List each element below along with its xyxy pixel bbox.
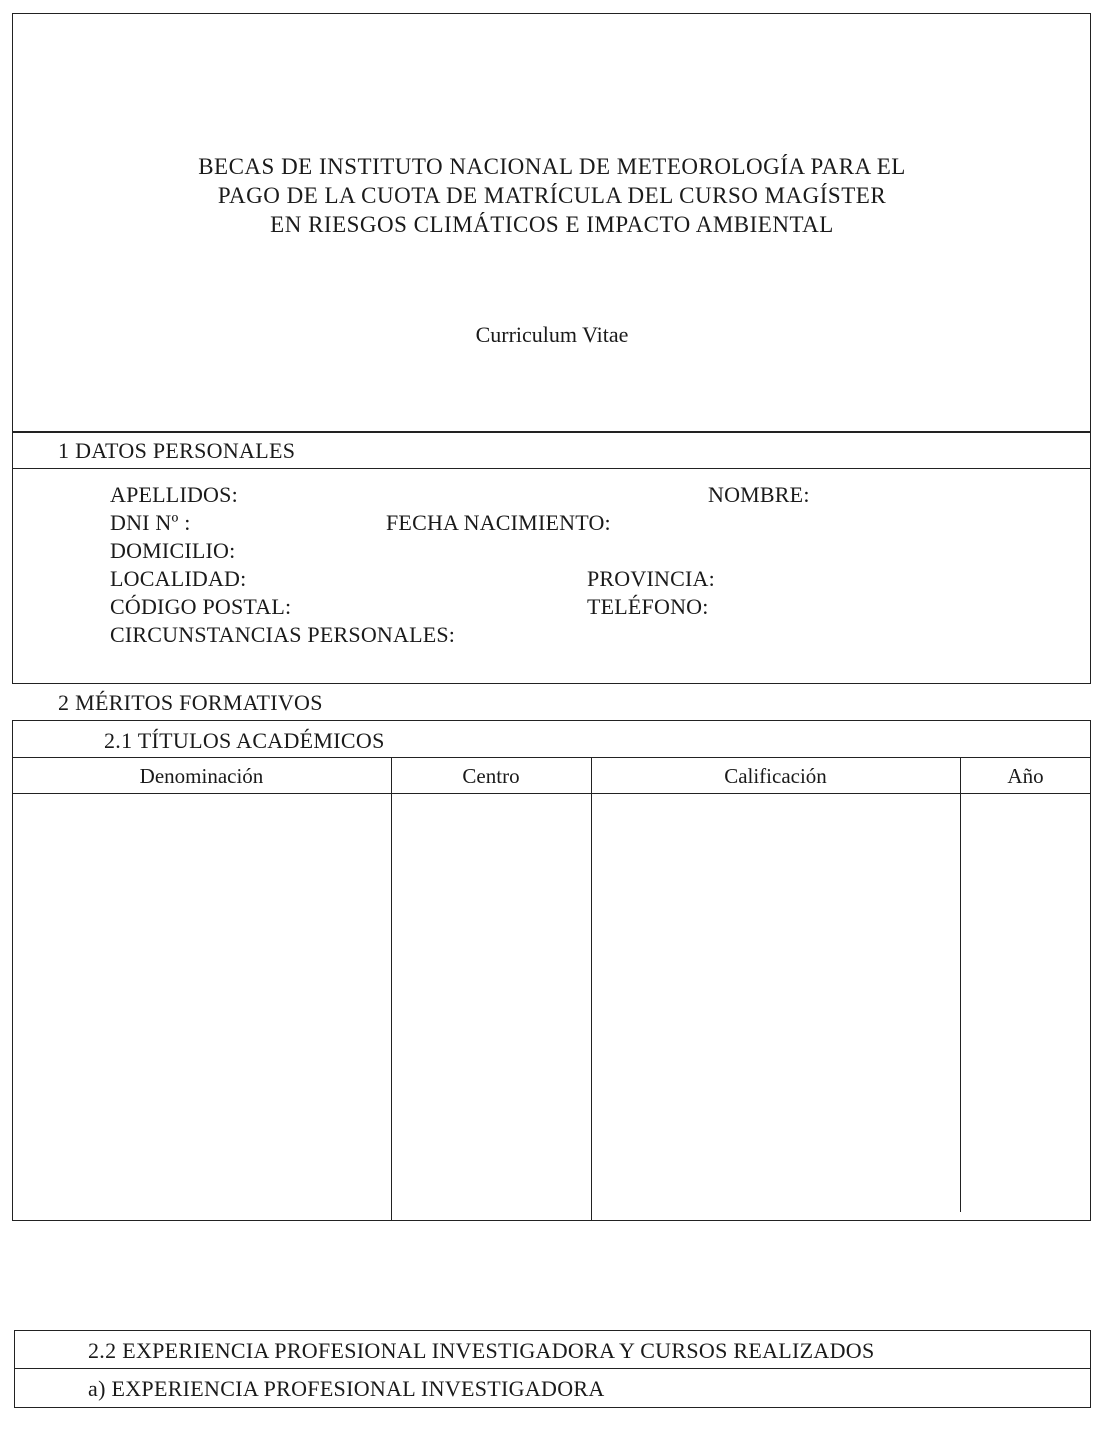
column-divider-3: [960, 757, 961, 1212]
table-subheader-divider: [12, 757, 1091, 758]
apellidos-label: APELLIDOS:: [110, 482, 238, 507]
section1-heading: 1 DATOS PERSONALES: [58, 438, 296, 463]
nombre-label: NOMBRE:: [708, 482, 810, 507]
circunstancias-label: CIRCUNSTANCIAS PERSONALES:: [110, 622, 456, 647]
section21-heading: 2.1 TÍTULOS ACADÉMICOS: [104, 728, 385, 753]
title-line-2: PAGO DE LA CUOTA DE MATRÍCULA DEL CURSO MAGÍSTER: [217, 183, 887, 208]
telefono-label: TELÉFONO:: [587, 594, 709, 619]
academic-titles-table: [12, 720, 1091, 1221]
domicilio-label: DOMICILIO:: [110, 538, 236, 563]
provincia-label: PROVINCIA:: [587, 566, 715, 591]
title-line-1: BECAS DE INSTITUTO NACIONAL DE METEOROLOGÍA PARA EL: [198, 154, 906, 179]
column-header-ano: Año: [1007, 764, 1044, 788]
table-header-divider: [12, 793, 1091, 794]
dni-label: DNI Nº :: [110, 510, 191, 535]
section22-heading: 2.2 EXPERIENCIA PROFESIONAL INVESTIGADORA Y CURSOS REALIZADOS: [88, 1338, 875, 1363]
form-title: [12, 152, 1092, 239]
column-header-denominacion: Denominación: [139, 764, 264, 788]
localidad-label: LOCALIDAD:: [110, 566, 247, 591]
experience-divider: [14, 1368, 1091, 1369]
codigo-postal-label: CÓDIGO POSTAL:: [110, 594, 292, 619]
column-divider-2: [591, 757, 592, 1221]
column-header-centro: Centro: [462, 764, 520, 788]
section22a-heading: a) EXPERIENCIA PROFESIONAL INVESTIGADORA: [88, 1376, 605, 1401]
section1-header-divider: [12, 468, 1091, 469]
title-line-3: EN RIESGOS CLIMÁTICOS E IMPACTO AMBIENTAL: [270, 212, 834, 237]
column-header-calificacion: Calificación: [724, 764, 827, 788]
form-subtitle: Curriculum Vitae: [475, 322, 629, 347]
column-divider-1: [391, 757, 392, 1221]
section2-heading: 2 MÉRITOS FORMATIVOS: [58, 690, 323, 715]
fecha-nacimiento-label: FECHA NACIMIENTO:: [386, 510, 611, 535]
